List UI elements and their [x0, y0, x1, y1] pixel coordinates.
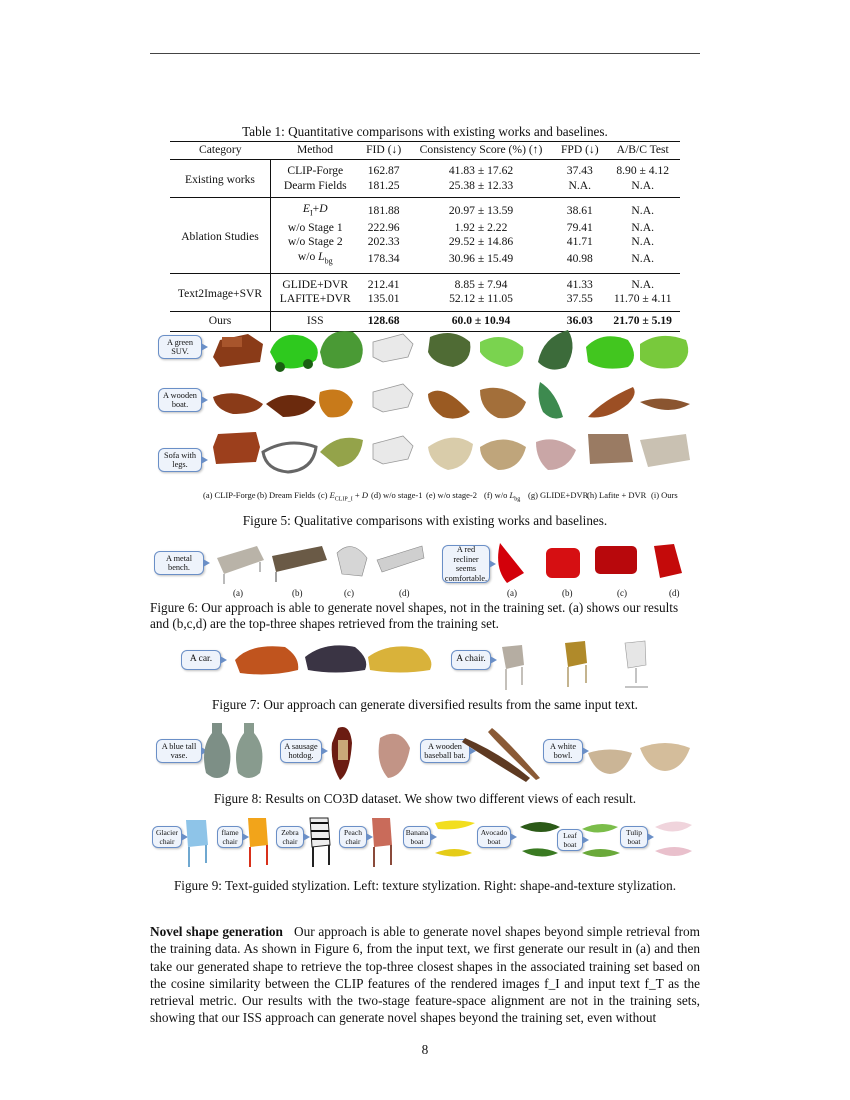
fpd-cell: 79.41	[566, 220, 593, 234]
fpd-cell: 37.43	[566, 164, 593, 177]
figure-9-caption: Figure 9: Text-guided stylization. Left: texture stylization. Right: shape-and-texture stylization.	[173, 878, 677, 893]
fpd-cell: 40.98	[566, 251, 593, 265]
fpd-cell: 41.33	[554, 273, 605, 292]
prompt-bubble: A chair.	[451, 650, 491, 670]
fpd-cell: 38.61	[554, 198, 605, 221]
prompt-bubble: Avocado boat	[477, 826, 511, 848]
column-label: (f) w/o $L_{bg}$	[484, 490, 521, 503]
consistency-cell: 29.52 ± 14.86	[448, 235, 514, 249]
col-header: Consistency Score (%) (↑)	[408, 142, 554, 160]
figure-7-caption: Figure 7: Our approach can generate diversified results from the same input text.	[212, 697, 638, 712]
column-label: (b) Dream Fields	[257, 490, 316, 500]
method-cell: Dearm Fields	[283, 178, 347, 192]
abc-cell: 8.90 ± 4.12	[616, 164, 670, 177]
consistency-cell: 8.85 ± 7.94	[408, 273, 554, 292]
fpd-cell: 41.71	[566, 235, 593, 249]
col-header: FID (↓)	[360, 142, 408, 160]
prompt-bubble: Leaf boat	[557, 829, 583, 851]
abc-cell: 21.70 ± 5.19	[605, 311, 680, 332]
fid-cell: 178.34	[367, 251, 400, 265]
consistency-cell: 41.83 ± 17.62	[448, 164, 514, 177]
category-cell: Ablation Studies	[170, 198, 271, 274]
prompt-bubble: A red recliner seems comfortable.	[442, 545, 490, 583]
sub-label: (d)	[399, 588, 410, 598]
abc-cell: 11.70 ± 4.11	[613, 292, 672, 306]
prompt-bubble: Banana boat	[403, 826, 431, 848]
sub-label: (c)	[344, 588, 354, 598]
sub-label: (d)	[669, 588, 680, 598]
sub-label: (a)	[507, 588, 517, 598]
method-cell: $E_I+D$	[271, 198, 360, 221]
abc-cell: N.A.	[605, 273, 680, 292]
prompt-bubble: flame chair	[217, 826, 243, 848]
abc-cell: N.A.	[631, 235, 654, 249]
consistency-cell: 60.0 ± 10.94	[408, 311, 554, 332]
sub-label: (a)	[233, 588, 243, 598]
fid-cell: 212.41	[360, 273, 408, 292]
col-header: A/B/C Test	[605, 142, 680, 160]
figure-8-caption: Figure 8: Results on CO3D dataset. We show two different views of each result.	[213, 791, 637, 806]
col-header: Category	[170, 142, 271, 160]
category-cell: Text2Image+SVR	[170, 273, 271, 311]
method-cell: w/o $L_{bg}$	[297, 249, 333, 266]
consistency-cell: 20.97 ± 13.59	[408, 198, 554, 221]
prompt-bubble: A car.	[181, 650, 221, 670]
prompt-bubble: Sofa with legs.	[158, 448, 202, 472]
abc-cell: N.A.	[631, 220, 654, 234]
column-label: (h) Lafite + DVR	[587, 490, 647, 500]
prompt-bubble: A blue tall vase.	[156, 739, 202, 763]
consistency-cell: 1.92 ± 2.22	[454, 220, 508, 234]
body-paragraph	[150, 923, 700, 1027]
fig8-shape-row	[200, 718, 695, 790]
fid-cell: 162.87	[367, 164, 400, 177]
fpd-cell: N.A.	[568, 178, 592, 192]
method-cell: LAFITE+DVR	[279, 292, 351, 306]
prompt-bubble: A green SUV.	[158, 335, 202, 359]
abc-cell: N.A.	[631, 251, 654, 265]
fid-cell: 135.01	[367, 292, 400, 306]
column-label: (g) GLIDE+DVR	[528, 490, 589, 500]
method-cell: CLIP-Forge	[287, 164, 344, 177]
results-table	[170, 141, 680, 332]
prompt-bubble: A metal bench.	[154, 551, 204, 575]
table-row	[170, 198, 680, 221]
consistency-cell: 52.12 ± 11.05	[449, 292, 513, 306]
col-header: Method	[271, 142, 360, 160]
section-text: Our approach is able to generate novel shapes beyond simple retrieval from the training data. As shown in Figure 6, from the input text, we first generate our result in (a) and then take our generated shape to retrieve the top-three closest shapes in the associated training set based on the cosine similarity between the CLIP features of the rendered images f_I and input text f_T as the retrieval metric. Our results with the two-stage feature-space alignment are not in the training sets, showing that our ISS approach can generate novel shapes beyond the training set, even without	[150, 924, 700, 1026]
page-number: 8	[421, 1042, 429, 1057]
column-label: (i) Ours	[651, 490, 678, 500]
fig5-shape-grid	[208, 322, 700, 487]
abc-cell: N.A.	[605, 198, 680, 221]
figure-5-caption: Figure 5: Qualitative comparisons with existing works and baselines.	[242, 513, 608, 528]
fig6-shape-row	[212, 538, 692, 588]
sub-label: (c)	[617, 588, 627, 598]
boat-row-images	[213, 382, 690, 419]
column-label: (c) $E_{CLIP\_I} + D$	[318, 490, 368, 503]
column-label: (e) w/o stage-2	[426, 490, 477, 500]
col-header: FPD (↓)	[554, 142, 605, 160]
prompt-bubble: Peach chair	[339, 826, 367, 848]
table-row	[170, 160, 680, 179]
consistency-cell: 30.96 ± 15.49	[448, 251, 514, 265]
table-header-row	[170, 142, 680, 160]
section-heading: Novel shape generation	[150, 924, 283, 939]
consistency-cell: 25.38 ± 12.33	[448, 178, 514, 192]
table-row	[170, 273, 680, 292]
fid-cell: 181.25	[367, 178, 400, 192]
table-caption: Table 1: Quantitative comparisons with existing works and baselines.	[242, 124, 608, 139]
header-rule	[150, 53, 700, 54]
column-label: (d) w/o stage-1	[371, 490, 423, 500]
fig7-shape-row	[230, 635, 662, 695]
category-cell: Existing works	[170, 160, 271, 198]
column-label: (a) CLIP-Forge	[203, 490, 256, 500]
prompt-bubble: Zebra chair	[276, 826, 304, 848]
fid-cell: 181.88	[360, 198, 408, 221]
sub-label: (b)	[562, 588, 573, 598]
prompt-bubble: A wooden baseball bat.	[420, 739, 470, 763]
fpd-cell: 37.55	[566, 292, 593, 306]
fid-cell: 202.33	[367, 235, 400, 249]
prompt-bubble: Glacier chair	[152, 826, 182, 848]
method-cell: w/o Stage 2	[287, 235, 343, 249]
method-cell: w/o Stage 1	[287, 220, 343, 234]
fid-cell: 128.68	[360, 311, 408, 332]
suv-row-images	[213, 330, 688, 372]
prompt-bubble: A wooden boat.	[158, 388, 202, 412]
method-cell: GLIDE+DVR	[271, 273, 360, 292]
prompt-bubble: A white bowl.	[543, 739, 583, 763]
fid-cell: 222.96	[367, 220, 400, 234]
abc-cell: N.A.	[631, 178, 654, 192]
prompt-bubble: A sausage hotdog.	[280, 739, 322, 763]
figure-6-caption: Figure 6: Our approach is able to generate novel shapes, not in the training set. (a) shows our results and (b,c,d) are the top-three shapes retrieved from the training set.	[150, 600, 679, 631]
sub-label: (b)	[292, 588, 303, 598]
prompt-bubble: Tulip boat	[620, 826, 648, 848]
category-cell: Ours	[170, 311, 271, 332]
fpd-cell: 36.03	[554, 311, 605, 332]
fig9-shape-row	[180, 815, 695, 873]
sofa-row-images	[213, 432, 690, 472]
method-cell: ISS	[271, 311, 360, 332]
